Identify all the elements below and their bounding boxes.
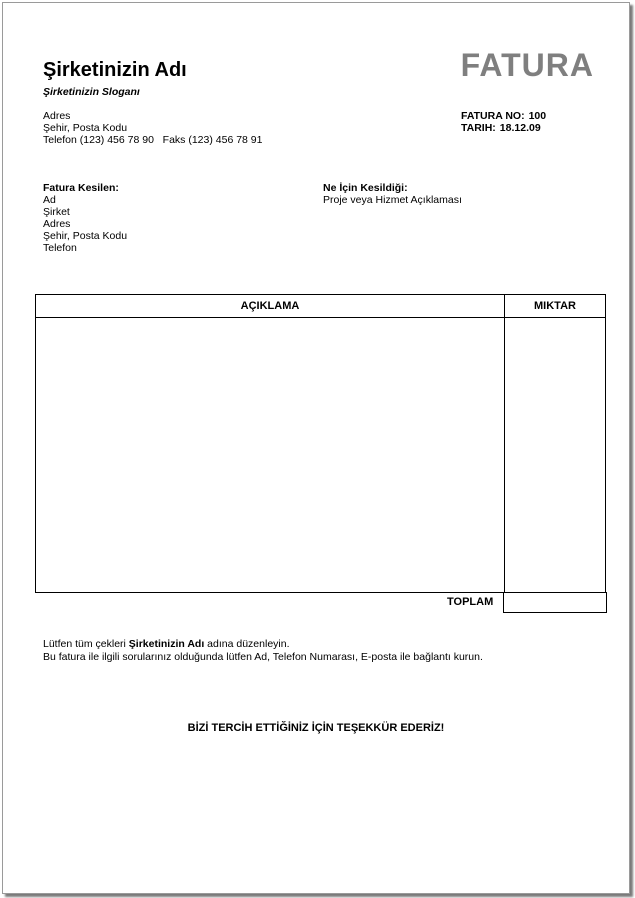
bill-to-line: Adres: [43, 218, 71, 230]
bill-to-heading: Fatura Kesilen:: [43, 182, 119, 194]
note-suffix: adına düzenleyin.: [204, 638, 290, 650]
company-address: [43, 110, 262, 146]
reason-heading: Ne İçin Kesildiği:: [323, 182, 408, 194]
amount-column-header: MIKTAR: [505, 295, 605, 318]
invoice-meta: [461, 110, 546, 134]
bill-to-line: Şehir, Posta Kodu: [43, 230, 128, 242]
bill-to-line: Şirket: [43, 206, 70, 218]
address-line: Adres: [43, 110, 71, 122]
address-line: Telefon (123) 456 78 90 Faks (123) 456 78 91: [43, 134, 263, 146]
note-company: Şirketinizin Adı: [128, 638, 205, 650]
invoice-title: FATURA: [460, 47, 594, 83]
invoice-number: 100: [528, 110, 547, 122]
address-line: Şehir, Posta Kodu: [43, 122, 128, 134]
note-line-2: Bu fatura ile ilgili sorularınız olduğunda lütfen Ad, Telefon Numarası, E-posta ile bağlantı kurun.: [43, 651, 483, 663]
column-divider: [504, 317, 505, 592]
bill-to-line: Ad: [43, 194, 56, 206]
bill-to-section: [43, 182, 127, 254]
bill-to-line: Telefon: [43, 242, 77, 254]
invoice-number-row: [461, 110, 546, 122]
note-line-1: [43, 638, 483, 651]
invoice-date-label: TARIH:: [461, 122, 496, 134]
items-table: [35, 294, 606, 593]
reason-section: [323, 182, 462, 206]
company-name: Şirketinizin Adı: [43, 59, 187, 81]
note-prefix: Lütfen tüm çekleri: [43, 638, 129, 650]
company-slogan: Şirketinizin Sloganı: [43, 86, 140, 98]
thank-you-message: BİZİ TERCİH ETTİĞİNİZ İÇİN TEŞEKKÜR EDERİZ!: [187, 722, 445, 734]
invoice-page: [2, 2, 630, 894]
total-value-cell: [503, 592, 607, 613]
payment-note: [43, 638, 483, 664]
description-column-header: AÇIKLAMA: [36, 295, 505, 318]
invoice-date: 18.12.09: [499, 122, 541, 134]
invoice-date-row: [461, 122, 546, 134]
total-label: TOPLAM: [447, 596, 494, 608]
invoice-number-label: FATURA NO:: [461, 110, 525, 122]
reason-text: Proje veya Hizmet Açıklaması: [323, 194, 462, 206]
